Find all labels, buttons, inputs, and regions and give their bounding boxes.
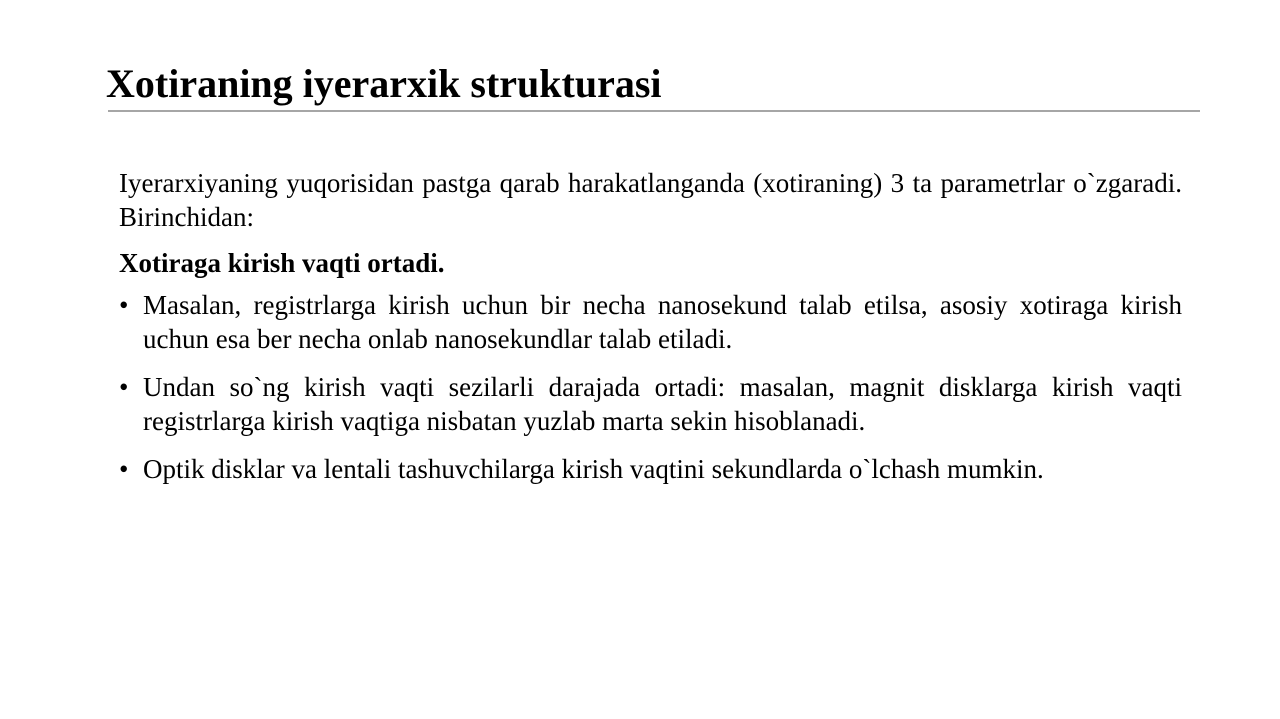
bullet-list (119, 288, 1182, 486)
bullet-dot-icon: • (119, 454, 129, 484)
title-divider (108, 110, 1200, 112)
bullet-text: Masalan, registrlarga kirish uchun bir necha nanosekund talab etilsa, asosiy xotiraga kirish uchun esa ber necha onlab nanosekundlar talab etiladi. (143, 290, 1182, 354)
bullet-dot-icon: • (119, 290, 129, 320)
bullet-text: Undan so`ng kirish vaqti sezilarli darajada ortadi: masalan, magnit disklarga kirish vaqti registrlarga kirish vaqtiga nisbatan yuzlab marta sekin hisoblanadi. (143, 372, 1182, 436)
slide-body (119, 166, 1182, 500)
intro-paragraph: Iyerarxiyaning yuqorisidan pastga qarab harakatlanganda (xotiraning) 3 ta parametrlar o`zgaradi. Birinchidan: (119, 168, 1182, 232)
bullet-dot-icon: • (119, 372, 129, 402)
bullet-text: Optik disklar va lentali tashuvchilarga kirish vaqtini sekundlarda o`lchash mumkin. (143, 454, 1044, 484)
slide-title: Xotiraning iyerarxik strukturasi (106, 61, 662, 106)
bullet-item (119, 288, 1182, 356)
bullet-item (119, 452, 1182, 486)
subheading: Xotiraga kirish vaqti ortadi. (119, 248, 445, 278)
bullet-item (119, 370, 1182, 438)
